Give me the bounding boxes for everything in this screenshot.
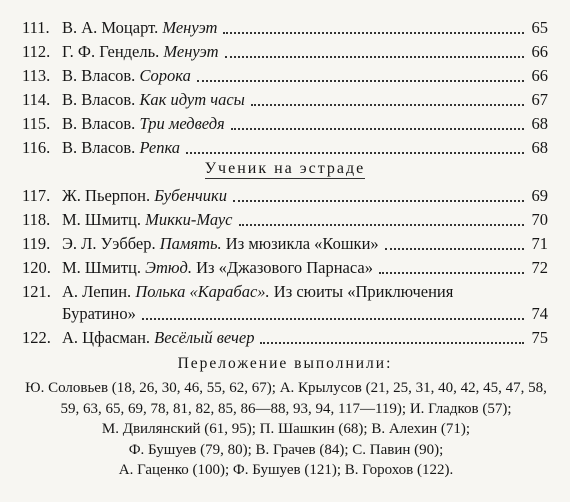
entry-number: 116. bbox=[22, 138, 51, 157]
dot-leader bbox=[379, 272, 524, 274]
section-heading-text: Ученик на эстраде bbox=[204, 160, 366, 177]
toc-entry bbox=[22, 324, 548, 348]
entry-title: Бубенчики bbox=[154, 186, 227, 205]
entry-author: А. Лепин. bbox=[62, 282, 132, 301]
toc-entry bbox=[22, 230, 548, 254]
entry-number: 111. bbox=[22, 18, 50, 37]
entry-page: 65 bbox=[531, 18, 548, 37]
dot-leader bbox=[233, 200, 524, 202]
entry-number: 115. bbox=[22, 114, 51, 133]
entry-author: Ж. Пьерпон. bbox=[62, 186, 151, 205]
dot-leader bbox=[239, 224, 524, 226]
toc-entry bbox=[22, 14, 548, 38]
entry-title: Память. bbox=[159, 234, 222, 253]
entry-title: Репка bbox=[139, 138, 181, 157]
dot-leader bbox=[186, 152, 524, 154]
entry-page: 66 bbox=[531, 42, 548, 61]
entry-page: 72 bbox=[531, 258, 548, 277]
entry-author: В. Власов. bbox=[62, 90, 136, 109]
entry-author: В. Власов. bbox=[62, 114, 136, 133]
toc-entry bbox=[22, 38, 548, 62]
entry-author: В. Власов. bbox=[62, 138, 136, 157]
dot-leader bbox=[225, 56, 525, 58]
entry-source: Из сюиты «Приключения bbox=[273, 282, 454, 301]
credits-line: М. Двилянский (61, 95); П. Шашкин (68); В. Алехин (71); bbox=[101, 421, 471, 437]
entry-title: Как идут часы bbox=[139, 90, 245, 109]
dot-leader bbox=[231, 128, 524, 130]
credits-heading: Переложение выполнили: bbox=[177, 355, 393, 372]
entry-title: Менуэт bbox=[163, 42, 219, 61]
entry-page: 68 bbox=[531, 138, 548, 157]
entry-number: 120. bbox=[22, 258, 51, 277]
entry-page: 74 bbox=[531, 304, 548, 323]
toc-entry bbox=[22, 86, 548, 110]
entry-page: 75 bbox=[531, 328, 548, 347]
dot-leader bbox=[223, 32, 524, 34]
entry-source: Из мюзикла «Кошки» bbox=[225, 234, 379, 253]
entry-author: Э. Л. Уэббер. bbox=[62, 234, 156, 253]
entry-page: 70 bbox=[531, 210, 548, 229]
toc-list-part2 bbox=[22, 182, 548, 348]
dot-leader bbox=[260, 342, 524, 344]
entry-number: 119. bbox=[22, 234, 51, 253]
toc-list-part1 bbox=[22, 14, 548, 158]
entry-number: 121. bbox=[22, 282, 51, 301]
toc-entry bbox=[22, 110, 548, 134]
entry-number: 113. bbox=[22, 66, 51, 85]
toc-entry bbox=[22, 206, 548, 230]
entry-source: Из «Джазового Парнаса» bbox=[196, 258, 373, 277]
toc-entry bbox=[22, 278, 548, 324]
entry-title: Менуэт bbox=[162, 18, 218, 37]
entry-title: Весёлый вечер bbox=[154, 328, 255, 347]
dot-leader bbox=[142, 318, 524, 320]
entry-page: 69 bbox=[531, 186, 548, 205]
credits-block bbox=[8, 378, 564, 481]
entry-source-continuation: Буратино» bbox=[62, 304, 136, 323]
entry-title: Микки-Маус bbox=[145, 210, 233, 229]
section-heading bbox=[0, 160, 570, 178]
entry-number: 112. bbox=[22, 42, 51, 61]
entry-title: Этюд. bbox=[145, 258, 192, 277]
entry-title: Три медведя bbox=[139, 114, 225, 133]
entry-author: М. Шмитц. bbox=[62, 258, 142, 277]
dot-leader bbox=[251, 104, 524, 106]
toc-entry bbox=[22, 182, 548, 206]
credits-line: Ф. Бушуев (79, 80); В. Грачев (84); С. Павин (90); bbox=[128, 441, 444, 458]
entry-page: 67 bbox=[531, 90, 548, 109]
entry-page: 71 bbox=[531, 234, 548, 253]
entry-author: Г. Ф. Гендель. bbox=[62, 42, 160, 61]
toc-entry bbox=[22, 62, 548, 86]
entry-number: 117. bbox=[22, 186, 51, 205]
entry-number: 118. bbox=[22, 210, 51, 229]
entry-author: А. Цфасман. bbox=[62, 328, 151, 347]
entry-author: М. Шмитц. bbox=[62, 210, 142, 229]
entry-page: 68 bbox=[531, 114, 548, 133]
entry-author: В. Власов. bbox=[62, 66, 136, 85]
credits-line: Ю. Соловьев (18, 26, 30, 46, 55, 62, 67); А. Крылусов (21, 25, 31, 40, 42, 45, 47, 58, bbox=[25, 380, 547, 396]
entry-number: 114. bbox=[22, 90, 51, 109]
credits-line: А. Гаценко (100); Ф. Бушуев (121); В. Горохов (122). bbox=[118, 462, 454, 478]
toc-entry bbox=[22, 254, 548, 278]
entry-author: В. А. Моцарт. bbox=[62, 18, 159, 37]
dot-leader bbox=[385, 248, 524, 250]
toc-entry bbox=[22, 134, 548, 158]
entry-page: 66 bbox=[531, 66, 548, 85]
credits-line: 59, 63, 65, 69, 78, 81, 82, 85, 86—88, 93, 94, 117—119); И. Гладков (57); bbox=[60, 400, 512, 417]
entry-number: 122. bbox=[22, 328, 51, 347]
entry-title: Сорока bbox=[139, 66, 191, 85]
dot-leader bbox=[197, 80, 524, 82]
entry-title: Полька «Карабас». bbox=[135, 282, 270, 301]
